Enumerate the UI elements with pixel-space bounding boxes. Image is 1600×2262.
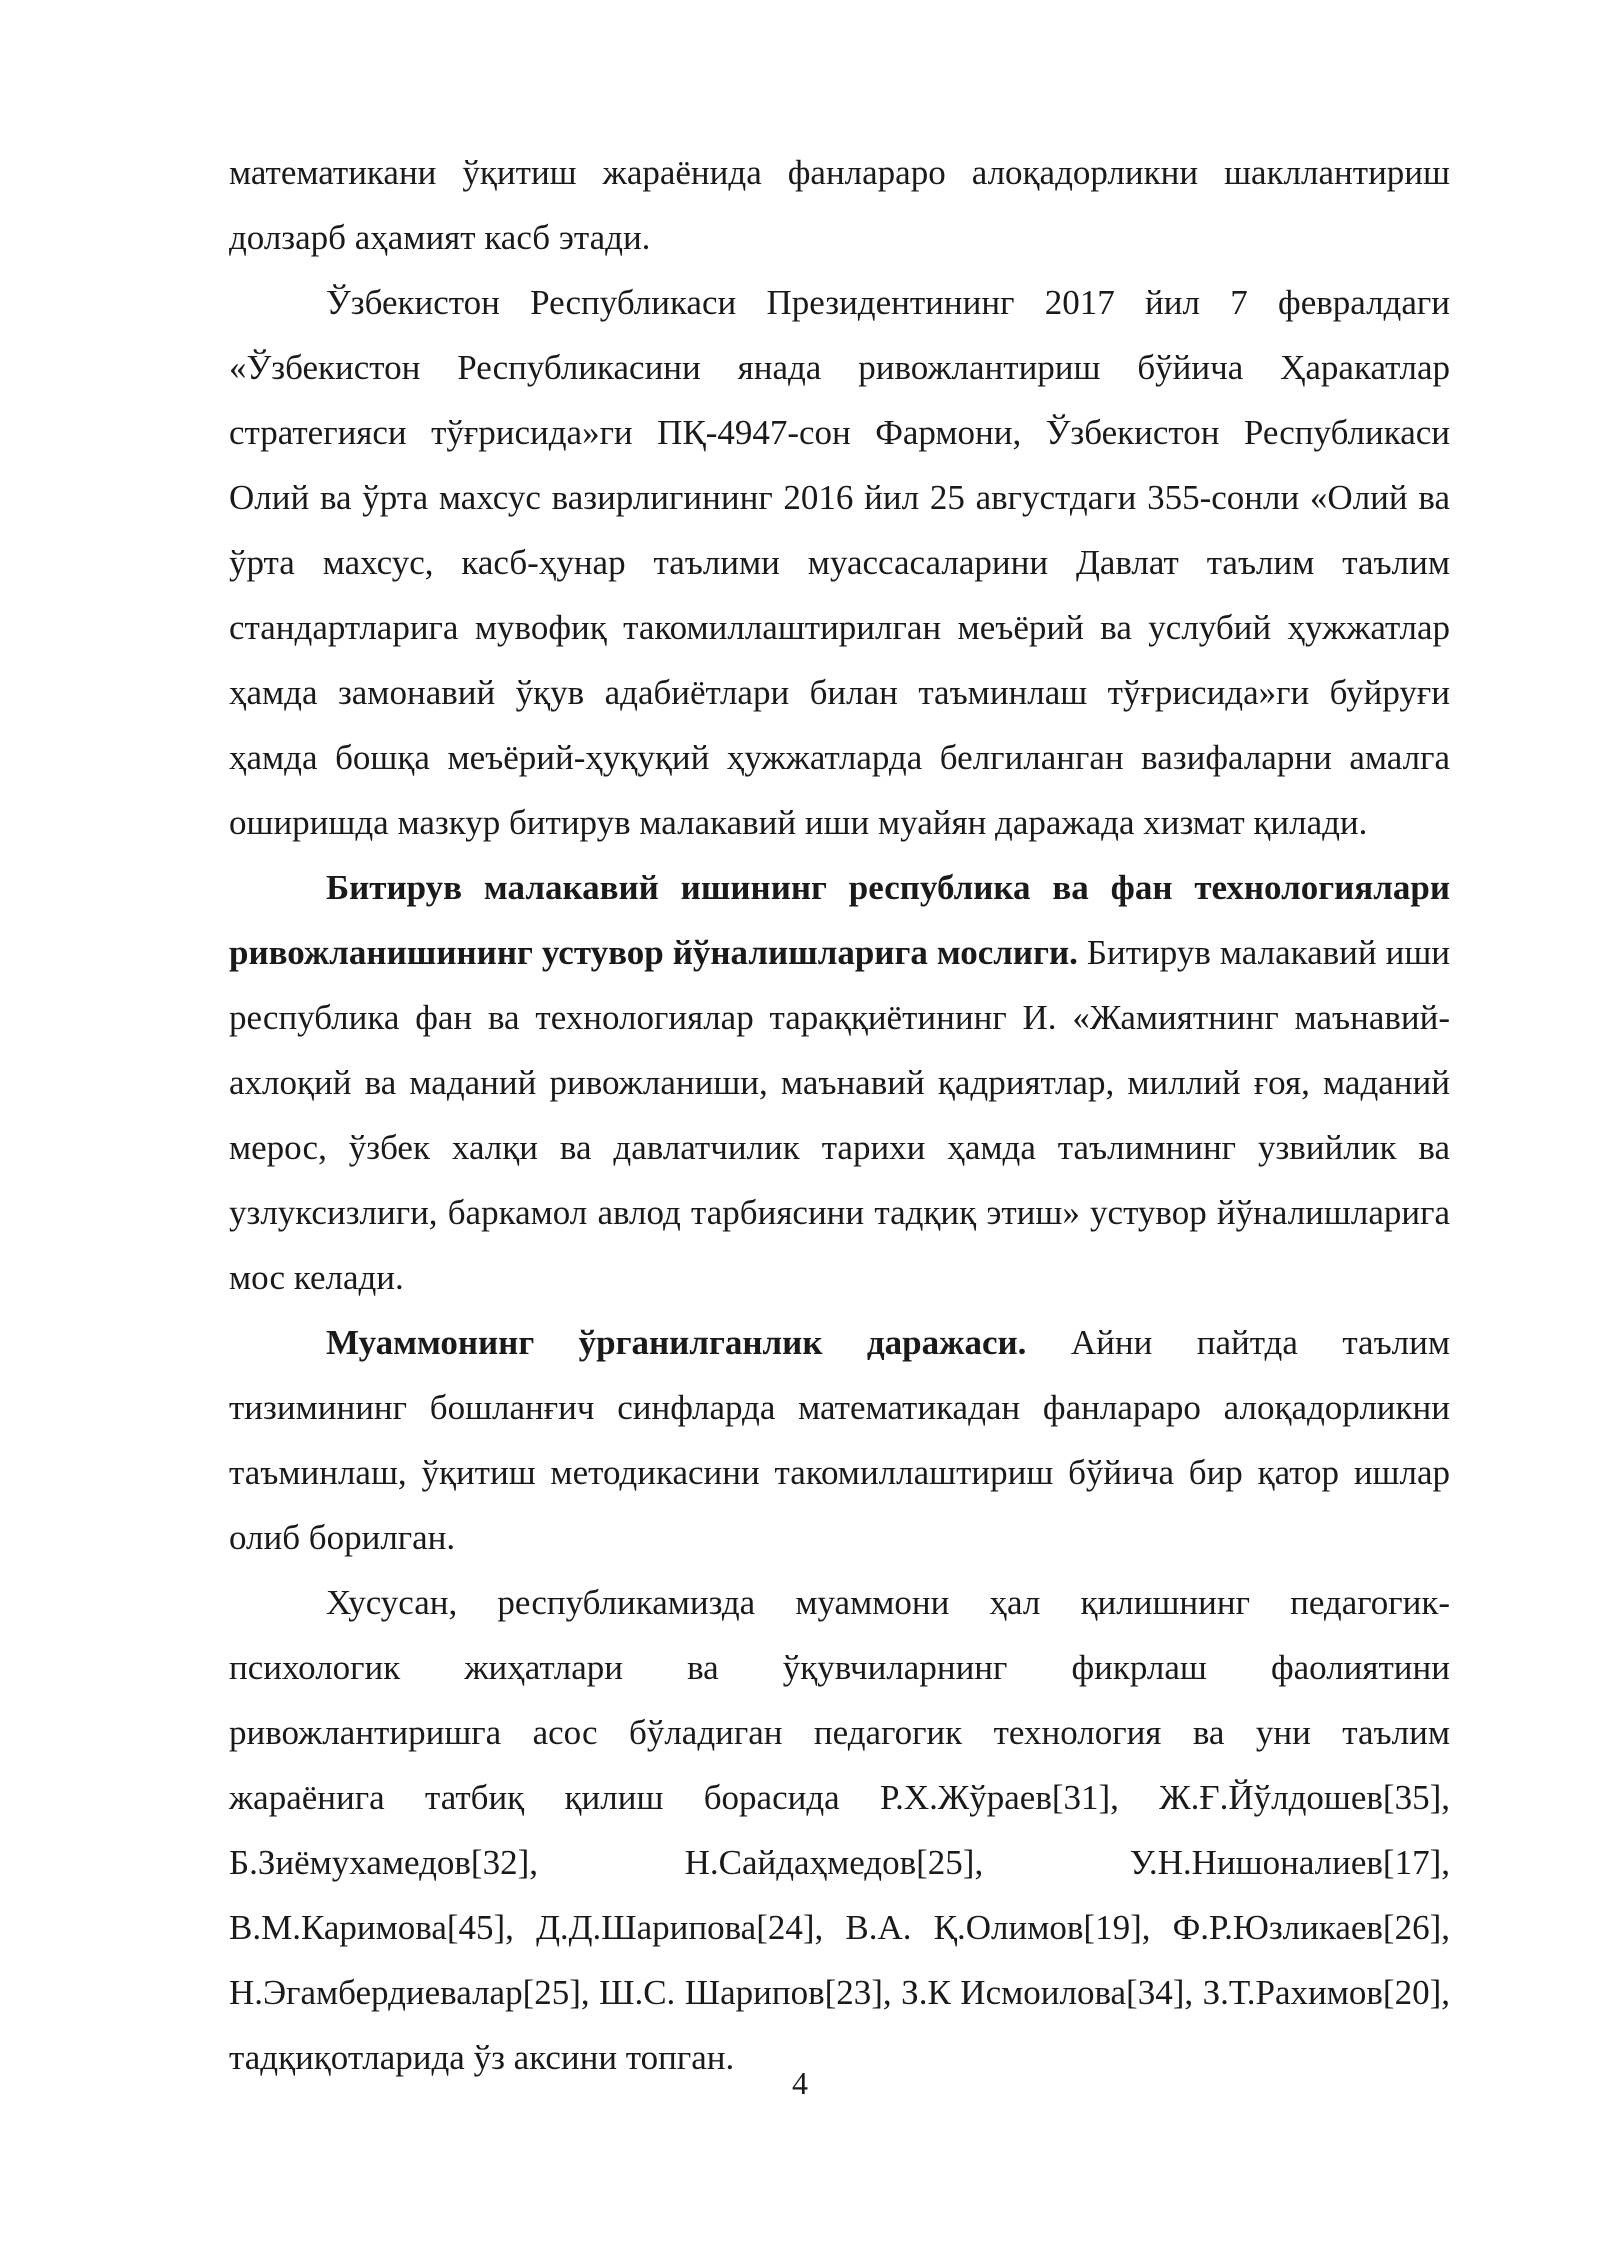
paragraph-priority-directions	[229, 855, 1450, 1310]
page-number: 4	[792, 2065, 808, 2101]
document-body	[229, 140, 1450, 2090]
paragraph-intro-continuation: математикани ўқитиш жараёнида фанлараро алоқадорликни шакллантириш долзарб аҳамият касб этади.	[229, 153, 1450, 257]
paragraph-researchers: Хусусан, республикамизда муаммони ҳал қилишнинг педагогик-психологик жиҳатлари ва ўқувчиларнинг фикрлаш фаолиятини ривожлантиришга асос бўладиган педагогик технология ва уни таълим жараёнига татбиқ қилиш борасида Р.Х.Жўраев[31], Ж.Ғ.Йўлдошев[35], Б.Зиёмухамедов[32], Н.Сайдаҳмедов[25], У.Н.Нишоналиев[17], В.М.Каримова[45], Д.Д.Шарипова[24], В.А. Қ.Олимов[19], Ф.Р.Юзликаев[26], Н.Эгамбердиевалар[25], Ш.С. Шарипов[23], З.К Исмоилова[34], З.Т.Рахимов[20], тадқиқотларида ўз аксини топган.	[229, 1583, 1450, 2077]
section-heading-priority-directions: Битирув малакавий ишининг республика ва фан технологиялари ривожланишининг устувор йўналишларига мослиги.	[229, 868, 1450, 972]
section-heading-study-degree: Муаммонинг ўрганилганлик даражаси.	[326, 1323, 1027, 1362]
paragraph-study-degree	[229, 1310, 1450, 1570]
paragraph-legal-basis: Ўзбекистон Республикаси Президентининг 2017 йил 7 февралдаги «Ўзбекистон Республикасини янада ривожлантириш бўйича Ҳаракатлар стратегияси тўғрисида»ги ПҚ-4947-сон Фармони, Ўзбекистон Республикаси Олий ва ўрта махсус вазирлигининг 2016 йил 25 августдаги 355-сонли «Олий ва ўрта махсус, касб-ҳунар таълими муассасаларини Давлат таълим таълим стандартларига мувофиқ такомиллаштирилган меъёрий ва услубий ҳужжатлар ҳамда замонавий ўқув адабиётлари билан таъминлаш тўғрисида»ги буйруғи ҳамда бошқа меъёрий-ҳуқуқий ҳужжатларда белгиланган вазифаларни амалга оширишда мазкур битирув малакавий иши муайян даражада хизмат қилади.	[229, 283, 1450, 842]
paragraph-priority-directions-text: Битирув малакавий иши республика фан ва технологиялар тараққиётининг И. «Жамиятнинг маънавий-ахлоқий ва маданий ривожланиши, маънавий қадриятлар, миллий ғоя, маданий мерос, ўзбек халқи ва давлатчилик тарихи ҳамда таълимнинг узвийлик ва узлуксизлиги, баркамол авлод тарбиясини тадқиқ этиш» устувор йўналишларига мос келади.	[229, 933, 1451, 1297]
paragraph-study-degree-text: Айни пайтда таълим тизимининг бошланғич синфларда математикадан фанлараро алоқадорликни таъминлаш, ўқитиш методикасини такомиллаштириш бўйича бир қатор ишлар олиб борилган.	[229, 1323, 1451, 1557]
